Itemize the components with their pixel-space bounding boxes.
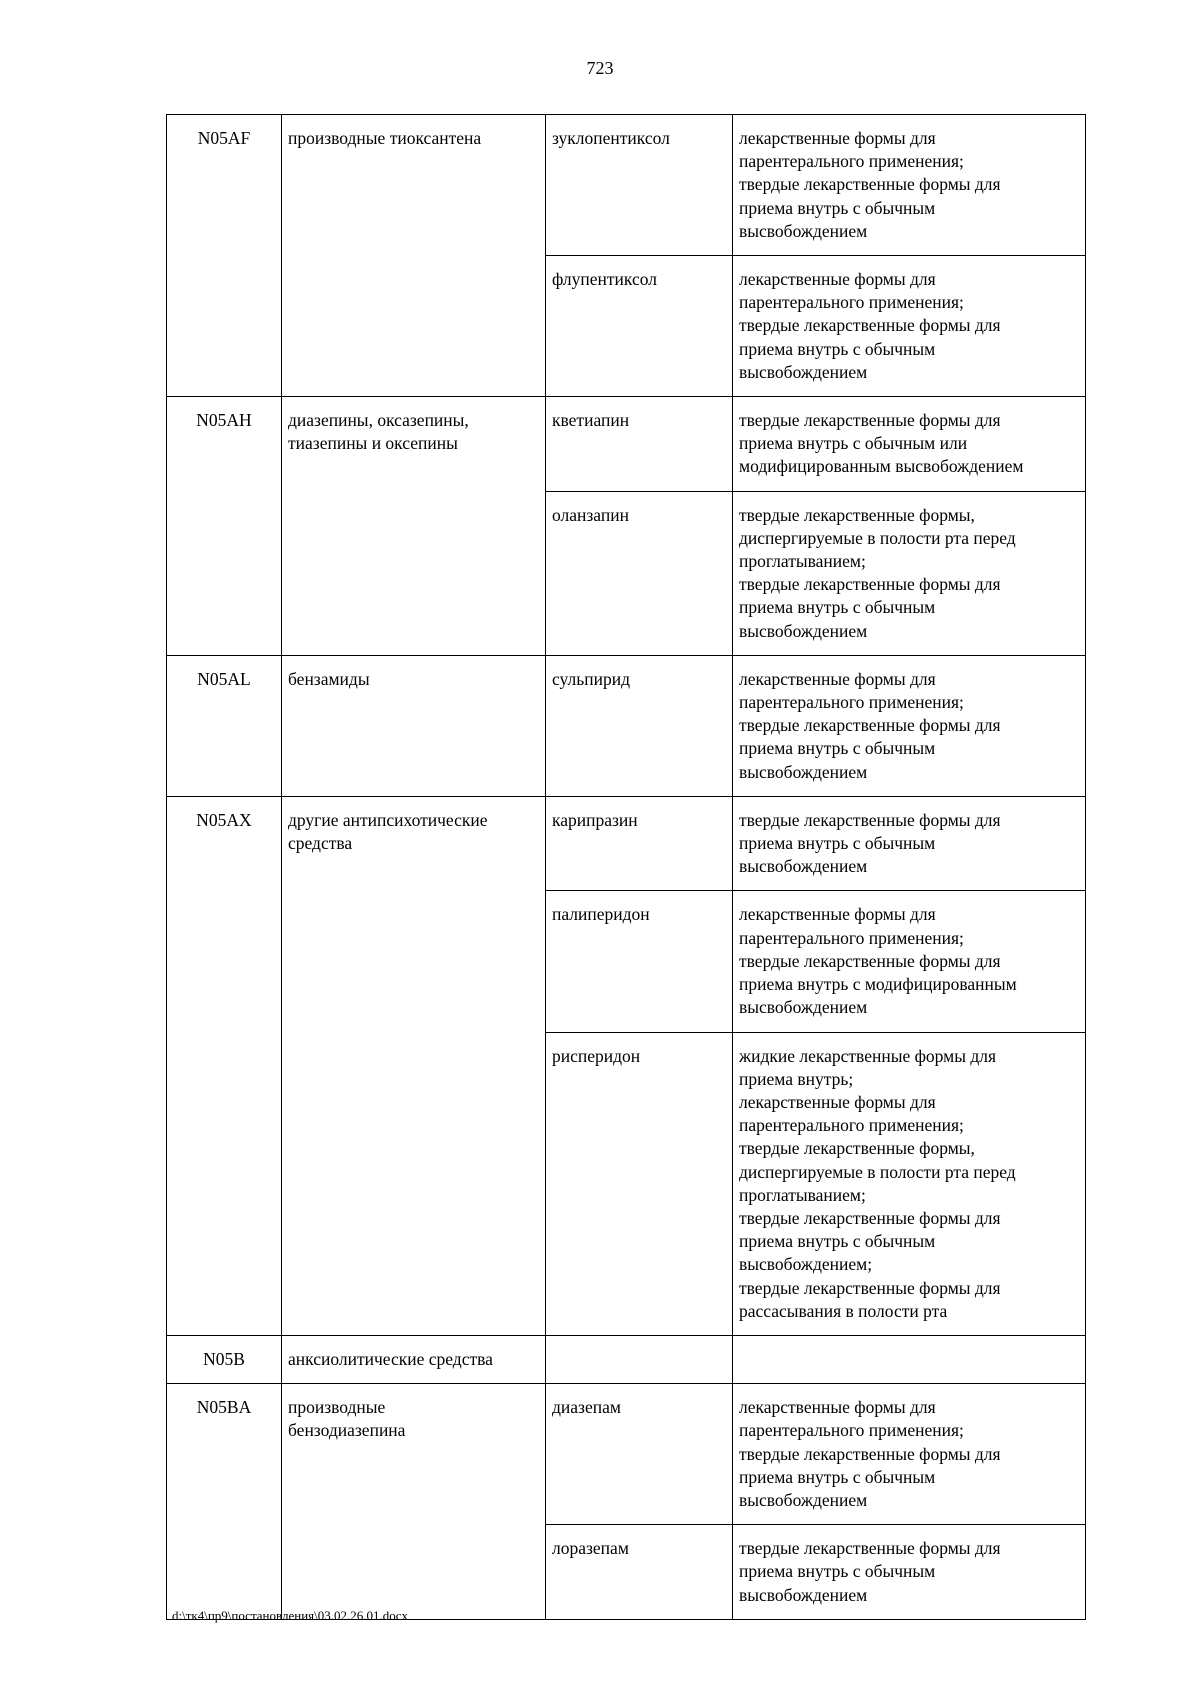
drug-table bbox=[166, 114, 1086, 1620]
table-row bbox=[167, 1384, 1086, 1525]
table-row bbox=[167, 397, 1086, 492]
dosage-forms-cell: лекарственные формы для парентерального применения; твердые лекарственные формы для приема внутрь с обычным высвобождением bbox=[733, 115, 1086, 256]
atc-code-cell: N05AL bbox=[167, 655, 282, 796]
dosage-forms-cell: твердые лекарственные формы для приема внутрь с обычным высвобождением bbox=[733, 796, 1086, 891]
table-row bbox=[167, 655, 1086, 796]
drug-name-cell: карипразин bbox=[546, 796, 733, 891]
drug-name-cell: рисперидон bbox=[546, 1032, 733, 1335]
group-name-cell: диазепины, оксазепины, тиазепины и оксепины bbox=[282, 397, 546, 656]
drug-name-cell: оланзапин bbox=[546, 491, 733, 655]
atc-code-cell: N05B bbox=[167, 1335, 282, 1383]
dosage-forms-cell: лекарственные формы для парентерального применения; твердые лекарственные формы для приема внутрь с обычным высвобождением bbox=[733, 256, 1086, 397]
file-path-footer: d:\тк4\пр9\постановления\03.02.26.01.docx bbox=[172, 1608, 409, 1623]
group-name-cell: производные тиоксантена bbox=[282, 115, 546, 397]
group-name-cell: производные бензодиазепина bbox=[282, 1384, 546, 1620]
atc-code-cell: N05AF bbox=[167, 115, 282, 397]
drug-name-cell: кветиапин bbox=[546, 397, 733, 492]
drug-name-cell: флупентиксол bbox=[546, 256, 733, 397]
dosage-forms-cell: твердые лекарственные формы для приема внутрь с обычным высвобождением bbox=[733, 1525, 1086, 1620]
dosage-forms-cell: твердые лекарственные формы для приема внутрь с обычным или модифицированным высвобождением bbox=[733, 397, 1086, 492]
table-row bbox=[167, 1335, 1086, 1383]
table-row bbox=[167, 115, 1086, 256]
group-name-cell: анксиолитические средства bbox=[282, 1335, 546, 1383]
drug-name-cell: палиперидон bbox=[546, 891, 733, 1032]
page-number: 723 bbox=[586, 58, 614, 78]
dosage-forms-cell: лекарственные формы для парентерального применения; твердые лекарственные формы для приема внутрь с обычным высвобождением bbox=[733, 655, 1086, 796]
drug-name-cell: диазепам bbox=[546, 1384, 733, 1525]
drug-name-cell bbox=[546, 1335, 733, 1383]
drug-name-cell: сульпирид bbox=[546, 655, 733, 796]
dosage-forms-cell bbox=[733, 1335, 1086, 1383]
drug-name-cell: лоразепам bbox=[546, 1525, 733, 1620]
dosage-forms-cell: твердые лекарственные формы, диспергируемые в полости рта перед проглатыванием; твердые лекарственные формы для приема внутрь с обычным высвобождением bbox=[733, 491, 1086, 655]
drug-name-cell: зуклопентиксол bbox=[546, 115, 733, 256]
atc-code-cell: N05BA bbox=[167, 1384, 282, 1620]
group-name-cell: бензамиды bbox=[282, 655, 546, 796]
drug-table-body bbox=[167, 115, 1086, 1620]
atc-code-cell: N05AX bbox=[167, 796, 282, 1335]
dosage-forms-cell: жидкие лекарственные формы для приема внутрь; лекарственные формы для парентерального применения; твердые лекарственные формы, диспергируемые в полости рта перед проглатыванием; твердые лекарственные формы для приема внутрь с обычным высвобождением; твердые лекарственные формы для рассасывания в полости рта bbox=[733, 1032, 1086, 1335]
atc-code-cell: N05AH bbox=[167, 397, 282, 656]
dosage-forms-cell: лекарственные формы для парентерального применения; твердые лекарственные формы для приема внутрь с модифицированным высвобождением bbox=[733, 891, 1086, 1032]
table-row bbox=[167, 796, 1086, 891]
group-name-cell: другие антипсихотические средства bbox=[282, 796, 546, 1335]
dosage-forms-cell: лекарственные формы для парентерального применения; твердые лекарственные формы для приема внутрь с обычным высвобождением bbox=[733, 1384, 1086, 1525]
